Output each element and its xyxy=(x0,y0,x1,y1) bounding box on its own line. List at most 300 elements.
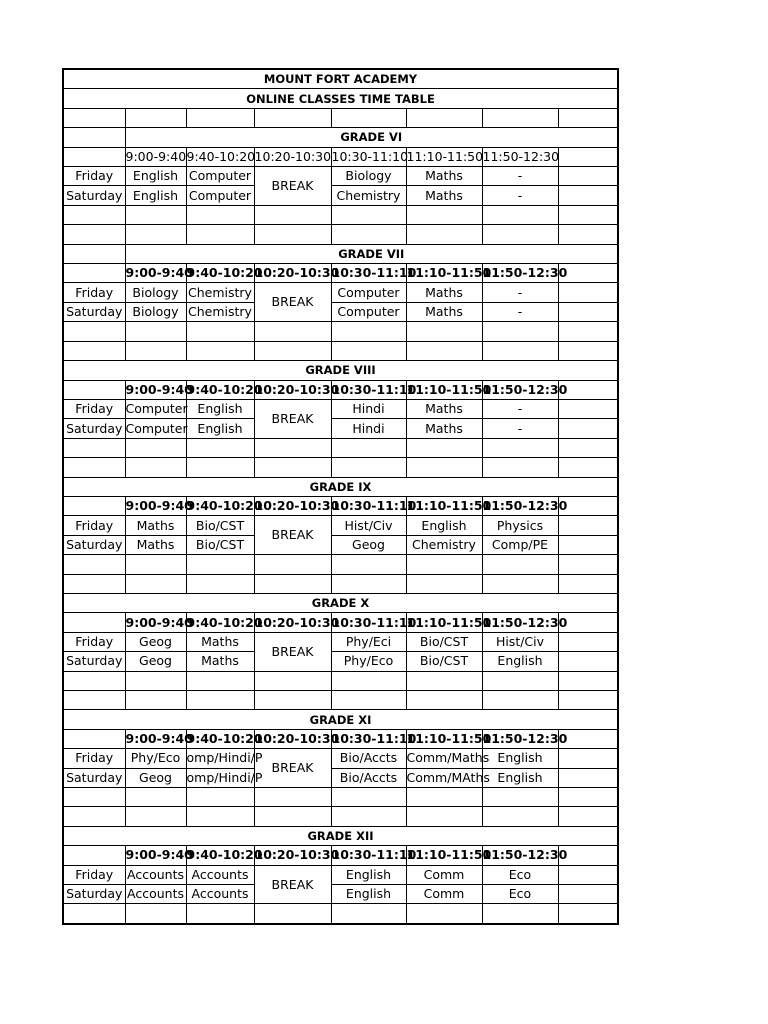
empty-cell xyxy=(406,904,482,924)
subject-cell: English xyxy=(331,865,406,884)
subject-cell: - xyxy=(482,283,558,302)
subject-cell: Bio/CST xyxy=(186,516,254,535)
time-slot-header: 11:50-12:30 xyxy=(482,380,558,399)
subject-cell: Geog xyxy=(125,652,186,671)
subject-cell: - xyxy=(482,302,558,321)
time-slot-header: 9:00-9:40 xyxy=(125,846,186,865)
grade-heading-row xyxy=(63,128,618,147)
spacer-row xyxy=(63,574,618,593)
subject-cell: English xyxy=(125,167,186,186)
time-slot-header: 10:20-10:30 xyxy=(254,380,331,399)
spacer-row xyxy=(63,904,618,924)
subtitle-row xyxy=(63,89,618,108)
time-slot-header: 9:40-10:20 xyxy=(186,729,254,748)
subject-cell: Maths xyxy=(406,419,482,438)
time-slot-row xyxy=(63,147,618,166)
empty-cell xyxy=(254,108,331,127)
empty-cell xyxy=(254,225,331,244)
time-slot-header: 10:20-10:30 xyxy=(254,496,331,515)
empty-cell xyxy=(331,788,406,807)
timetable-subtitle: ONLINE CLASSES TIME TABLE xyxy=(63,89,618,108)
empty-cell xyxy=(406,438,482,457)
grade-heading: GRADE IX xyxy=(63,477,618,496)
empty-cell xyxy=(186,671,254,690)
subject-cell: Maths xyxy=(125,535,186,554)
subject-cell: - xyxy=(482,419,558,438)
subject-cell: Maths xyxy=(406,167,482,186)
empty-cell xyxy=(254,341,331,360)
grade-heading: GRADE VII xyxy=(125,244,618,263)
empty-cell xyxy=(406,574,482,593)
day-row xyxy=(63,186,618,205)
day-name: Friday xyxy=(63,749,125,768)
subject-cell: Computer xyxy=(186,186,254,205)
time-slot-header: 10:20-10:30 xyxy=(254,729,331,748)
empty-cell xyxy=(125,555,186,574)
title-row xyxy=(63,69,618,89)
empty-cell xyxy=(331,438,406,457)
subject-cell: Accounts xyxy=(186,865,254,884)
empty-cell xyxy=(406,108,482,127)
subject-cell: Chemistry xyxy=(406,535,482,554)
empty-cell xyxy=(125,322,186,341)
time-slot-header: 11:10-11:50 xyxy=(406,846,482,865)
time-slot-header: 11:50-12:30 xyxy=(482,264,558,283)
empty-cell xyxy=(331,205,406,224)
empty-cell xyxy=(558,904,618,924)
empty-cell xyxy=(406,458,482,477)
empty-cell xyxy=(125,341,186,360)
time-slot-header: 10:20-10:30 xyxy=(254,846,331,865)
empty-cell xyxy=(63,807,125,826)
time-slot-header xyxy=(558,613,618,632)
subject-cell: English xyxy=(186,399,254,418)
day-row xyxy=(63,516,618,535)
empty-cell xyxy=(125,108,186,127)
empty-cell xyxy=(558,574,618,593)
break-cell: BREAK xyxy=(254,632,331,671)
time-slot-row xyxy=(63,496,618,515)
empty-cell xyxy=(558,555,618,574)
subject-cell: Hist/Civ xyxy=(482,632,558,651)
time-slot-header: 9:00-9:40 xyxy=(125,729,186,748)
subject-cell xyxy=(558,535,618,554)
time-slot-header: 10:30-11:10 xyxy=(331,496,406,515)
school-name: MOUNT FORT ACADEMY xyxy=(63,69,618,89)
break-cell: BREAK xyxy=(254,516,331,555)
day-row xyxy=(63,768,618,787)
subject-cell xyxy=(558,652,618,671)
subject-cell: Computer xyxy=(331,283,406,302)
subject-cell: Bio/CST xyxy=(406,652,482,671)
empty-cell xyxy=(63,244,125,263)
time-slot-header: 10:20-10:30 xyxy=(254,613,331,632)
subject-cell xyxy=(558,865,618,884)
day-name: Friday xyxy=(63,283,125,302)
time-slot-header: 10:30-11:10 xyxy=(331,264,406,283)
break-cell: BREAK xyxy=(254,749,331,788)
subject-cell: - xyxy=(482,167,558,186)
empty-cell xyxy=(406,807,482,826)
spacer-row xyxy=(63,555,618,574)
subject-cell xyxy=(558,186,618,205)
day-name: Saturday xyxy=(63,186,125,205)
empty-cell xyxy=(254,555,331,574)
grade-heading-row xyxy=(63,477,618,496)
empty-cell xyxy=(331,108,406,127)
empty-cell xyxy=(331,322,406,341)
day-name: Saturday xyxy=(63,302,125,321)
subject-cell: Physics xyxy=(482,516,558,535)
time-slot-header: 11:10-11:50 xyxy=(406,147,482,166)
empty-cell xyxy=(125,807,186,826)
grade-heading: GRADE VIII xyxy=(63,361,618,380)
subject-cell: Computer xyxy=(331,302,406,321)
day-name: Saturday xyxy=(63,885,125,904)
empty-cell xyxy=(125,458,186,477)
time-slot-header: 10:30-11:10 xyxy=(331,147,406,166)
day-name: Saturday xyxy=(63,419,125,438)
time-slot-header: 10:30-11:10 xyxy=(331,846,406,865)
empty-cell xyxy=(482,904,558,924)
empty-cell xyxy=(558,807,618,826)
time-slot-header xyxy=(558,496,618,515)
day-row xyxy=(63,749,618,768)
subject-cell: English xyxy=(406,516,482,535)
empty-cell xyxy=(125,438,186,457)
grade-heading: GRADE VI xyxy=(125,128,618,147)
empty-cell xyxy=(331,458,406,477)
subject-cell: Maths xyxy=(406,283,482,302)
day-name: Friday xyxy=(63,865,125,884)
time-slot-header: 11:50-12:30 xyxy=(482,496,558,515)
spacer-row xyxy=(63,807,618,826)
timetable-sheet xyxy=(62,68,619,925)
subject-cell: Maths xyxy=(406,186,482,205)
empty-cell xyxy=(63,671,125,690)
empty-cell xyxy=(254,671,331,690)
day-row xyxy=(63,652,618,671)
time-slot-row xyxy=(63,613,618,632)
subject-cell: Chemistry xyxy=(331,186,406,205)
empty-cell xyxy=(63,108,125,127)
empty-cell xyxy=(63,380,125,399)
empty-cell xyxy=(482,691,558,710)
time-slot-header: 11:10-11:50 xyxy=(406,380,482,399)
subject-cell: omp/Hindi/P xyxy=(186,749,254,768)
empty-cell xyxy=(63,729,125,748)
time-slot-header: 11:50-12:30 xyxy=(482,846,558,865)
subject-cell: Maths xyxy=(186,632,254,651)
subject-cell: Maths xyxy=(186,652,254,671)
empty-cell xyxy=(63,147,125,166)
empty-cell xyxy=(331,691,406,710)
empty-cell xyxy=(186,225,254,244)
empty-cell xyxy=(63,496,125,515)
empty-cell xyxy=(63,788,125,807)
subject-cell: Geog xyxy=(125,768,186,787)
empty-cell xyxy=(331,555,406,574)
grade-heading: GRADE X xyxy=(63,593,618,612)
day-row xyxy=(63,399,618,418)
time-slot-header: 11:10-11:50 xyxy=(406,613,482,632)
day-row xyxy=(63,885,618,904)
time-slot-header: 10:20-10:30 xyxy=(254,264,331,283)
empty-cell xyxy=(254,788,331,807)
empty-cell xyxy=(63,225,125,244)
grade-heading: GRADE XII xyxy=(63,826,618,845)
empty-cell xyxy=(558,671,618,690)
subject-cell: English xyxy=(482,768,558,787)
subject-cell: Chemistry xyxy=(186,283,254,302)
subject-cell: Geog xyxy=(331,535,406,554)
time-slot-header xyxy=(558,147,618,166)
time-slot-header: 9:40-10:20 xyxy=(186,496,254,515)
time-slot-header: 9:00-9:40 xyxy=(125,496,186,515)
empty-cell xyxy=(186,807,254,826)
subject-cell: Geog xyxy=(125,632,186,651)
empty-cell xyxy=(125,225,186,244)
empty-cell xyxy=(482,788,558,807)
subject-cell: Comm/MAths xyxy=(406,768,482,787)
subject-cell: Chemistry xyxy=(186,302,254,321)
time-slot-header: 9:40-10:20 xyxy=(186,846,254,865)
subject-cell: English xyxy=(125,186,186,205)
empty-cell xyxy=(406,671,482,690)
subject-cell: Maths xyxy=(406,302,482,321)
subject-cell: Maths xyxy=(406,399,482,418)
time-slot-row xyxy=(63,264,618,283)
day-row xyxy=(63,632,618,651)
empty-cell xyxy=(558,438,618,457)
subject-cell xyxy=(558,167,618,186)
day-row xyxy=(63,419,618,438)
subject-cell xyxy=(558,399,618,418)
empty-cell xyxy=(125,574,186,593)
empty-cell xyxy=(186,108,254,127)
subject-cell xyxy=(558,632,618,651)
subject-cell: Bio/CST xyxy=(406,632,482,651)
empty-cell xyxy=(63,691,125,710)
subject-cell: omp/Hindi/P xyxy=(186,768,254,787)
day-row xyxy=(63,167,618,186)
spacer-row xyxy=(63,322,618,341)
empty-cell xyxy=(125,691,186,710)
subject-cell: Biology xyxy=(331,167,406,186)
empty-cell xyxy=(331,574,406,593)
subject-cell: Accounts xyxy=(186,885,254,904)
time-slot-header: 10:20-10:30 xyxy=(254,147,331,166)
subject-cell: Bio/Accts xyxy=(331,768,406,787)
time-slot-header: 11:10-11:50 xyxy=(406,729,482,748)
subject-cell: Accounts xyxy=(125,865,186,884)
empty-cell xyxy=(482,108,558,127)
subject-cell: English xyxy=(186,419,254,438)
subject-cell: Bio/CST xyxy=(186,535,254,554)
time-slot-header xyxy=(558,729,618,748)
time-slot-header: 10:30-11:10 xyxy=(331,380,406,399)
day-name: Friday xyxy=(63,516,125,535)
subject-cell xyxy=(558,283,618,302)
empty-cell xyxy=(331,904,406,924)
empty-cell xyxy=(331,671,406,690)
day-name: Friday xyxy=(63,167,125,186)
empty-cell xyxy=(63,438,125,457)
empty-cell xyxy=(558,691,618,710)
empty-cell xyxy=(482,574,558,593)
empty-cell xyxy=(125,205,186,224)
subject-cell: Comm xyxy=(406,885,482,904)
subject-cell: Biology xyxy=(125,302,186,321)
empty-cell xyxy=(406,788,482,807)
empty-cell xyxy=(254,322,331,341)
empty-cell xyxy=(63,341,125,360)
empty-cell xyxy=(125,788,186,807)
subject-cell: Eco xyxy=(482,885,558,904)
time-slot-row xyxy=(63,380,618,399)
empty-cell xyxy=(558,205,618,224)
time-slot-header: 9:00-9:40 xyxy=(125,264,186,283)
empty-cell xyxy=(63,264,125,283)
break-cell: BREAK xyxy=(254,283,331,322)
time-slot-header: 10:30-11:10 xyxy=(331,613,406,632)
empty-cell xyxy=(63,322,125,341)
subject-cell: Bio/Accts xyxy=(331,749,406,768)
day-name: Friday xyxy=(63,632,125,651)
subject-cell: - xyxy=(482,399,558,418)
subject-cell xyxy=(558,768,618,787)
grade-heading-row xyxy=(63,826,618,845)
empty-cell xyxy=(331,225,406,244)
empty-cell xyxy=(63,613,125,632)
empty-cell xyxy=(63,574,125,593)
empty-cell xyxy=(186,691,254,710)
time-slot-header: 9:00-9:40 xyxy=(125,613,186,632)
grade-heading-row xyxy=(63,361,618,380)
subject-cell: Comm xyxy=(406,865,482,884)
empty-cell xyxy=(406,691,482,710)
spacer-row xyxy=(63,788,618,807)
subject-cell: Computer xyxy=(186,167,254,186)
time-slot-row xyxy=(63,846,618,865)
empty-cell xyxy=(482,807,558,826)
time-slot-header: 9:40-10:20 xyxy=(186,264,254,283)
subject-cell: English xyxy=(482,652,558,671)
empty-cell xyxy=(254,205,331,224)
day-row xyxy=(63,535,618,554)
empty-cell xyxy=(125,904,186,924)
empty-cell xyxy=(406,555,482,574)
spacer-row xyxy=(63,225,618,244)
grade-heading-row xyxy=(63,244,618,263)
empty-cell xyxy=(482,438,558,457)
subject-cell: Accounts xyxy=(125,885,186,904)
subject-cell: Computer xyxy=(125,419,186,438)
empty-cell xyxy=(482,341,558,360)
empty-cell xyxy=(63,128,125,147)
subject-cell: Hindi xyxy=(331,399,406,418)
empty-cell xyxy=(63,846,125,865)
subject-cell: English xyxy=(331,885,406,904)
empty-cell xyxy=(63,205,125,224)
spacer-row xyxy=(63,671,618,690)
spacer-row xyxy=(63,108,618,127)
subject-cell: Biology xyxy=(125,283,186,302)
empty-cell xyxy=(186,574,254,593)
empty-cell xyxy=(186,555,254,574)
empty-cell xyxy=(558,458,618,477)
empty-cell xyxy=(186,788,254,807)
break-cell: BREAK xyxy=(254,167,331,206)
spacer-row xyxy=(63,341,618,360)
subject-cell: - xyxy=(482,186,558,205)
empty-cell xyxy=(254,807,331,826)
time-slot-header: 11:50-12:30 xyxy=(482,729,558,748)
empty-cell xyxy=(482,225,558,244)
empty-cell xyxy=(558,788,618,807)
empty-cell xyxy=(558,108,618,127)
empty-cell xyxy=(63,458,125,477)
subject-cell: Computer xyxy=(125,399,186,418)
empty-cell xyxy=(63,904,125,924)
empty-cell xyxy=(186,205,254,224)
subject-cell xyxy=(558,419,618,438)
empty-cell xyxy=(406,225,482,244)
subject-cell xyxy=(558,885,618,904)
empty-cell xyxy=(331,341,406,360)
spacer-row xyxy=(63,458,618,477)
grade-heading: GRADE XI xyxy=(63,710,618,729)
subject-cell: Phy/Eco xyxy=(331,652,406,671)
time-slot-header: 9:00-9:40 xyxy=(125,147,186,166)
time-slot-header: 9:40-10:20 xyxy=(186,147,254,166)
empty-cell xyxy=(254,438,331,457)
empty-cell xyxy=(406,341,482,360)
grade-heading-row xyxy=(63,593,618,612)
time-slot-header xyxy=(558,380,618,399)
subject-cell: Comm/Maths xyxy=(406,749,482,768)
empty-cell xyxy=(482,322,558,341)
empty-cell xyxy=(63,555,125,574)
time-slot-header: 11:50-12:30 xyxy=(482,613,558,632)
subject-cell xyxy=(558,749,618,768)
subject-cell: English xyxy=(482,749,558,768)
empty-cell xyxy=(254,691,331,710)
empty-cell xyxy=(482,458,558,477)
subject-cell: Hindi xyxy=(331,419,406,438)
day-row xyxy=(63,302,618,321)
grade-heading-row xyxy=(63,710,618,729)
empty-cell xyxy=(186,341,254,360)
subject-cell xyxy=(558,302,618,321)
time-slot-header xyxy=(558,846,618,865)
empty-cell xyxy=(406,205,482,224)
day-row xyxy=(63,865,618,884)
empty-cell xyxy=(254,904,331,924)
time-slot-header: 11:50-12:30 xyxy=(482,147,558,166)
empty-cell xyxy=(406,322,482,341)
break-cell: BREAK xyxy=(254,865,331,904)
time-slot-header: 9:40-10:20 xyxy=(186,380,254,399)
subject-cell: Phy/Eco xyxy=(125,749,186,768)
empty-cell xyxy=(331,807,406,826)
spacer-row xyxy=(63,438,618,457)
day-name: Saturday xyxy=(63,768,125,787)
day-name: Saturday xyxy=(63,652,125,671)
empty-cell xyxy=(482,555,558,574)
time-slot-header: 11:10-11:50 xyxy=(406,264,482,283)
time-slot-header: 9:40-10:20 xyxy=(186,613,254,632)
